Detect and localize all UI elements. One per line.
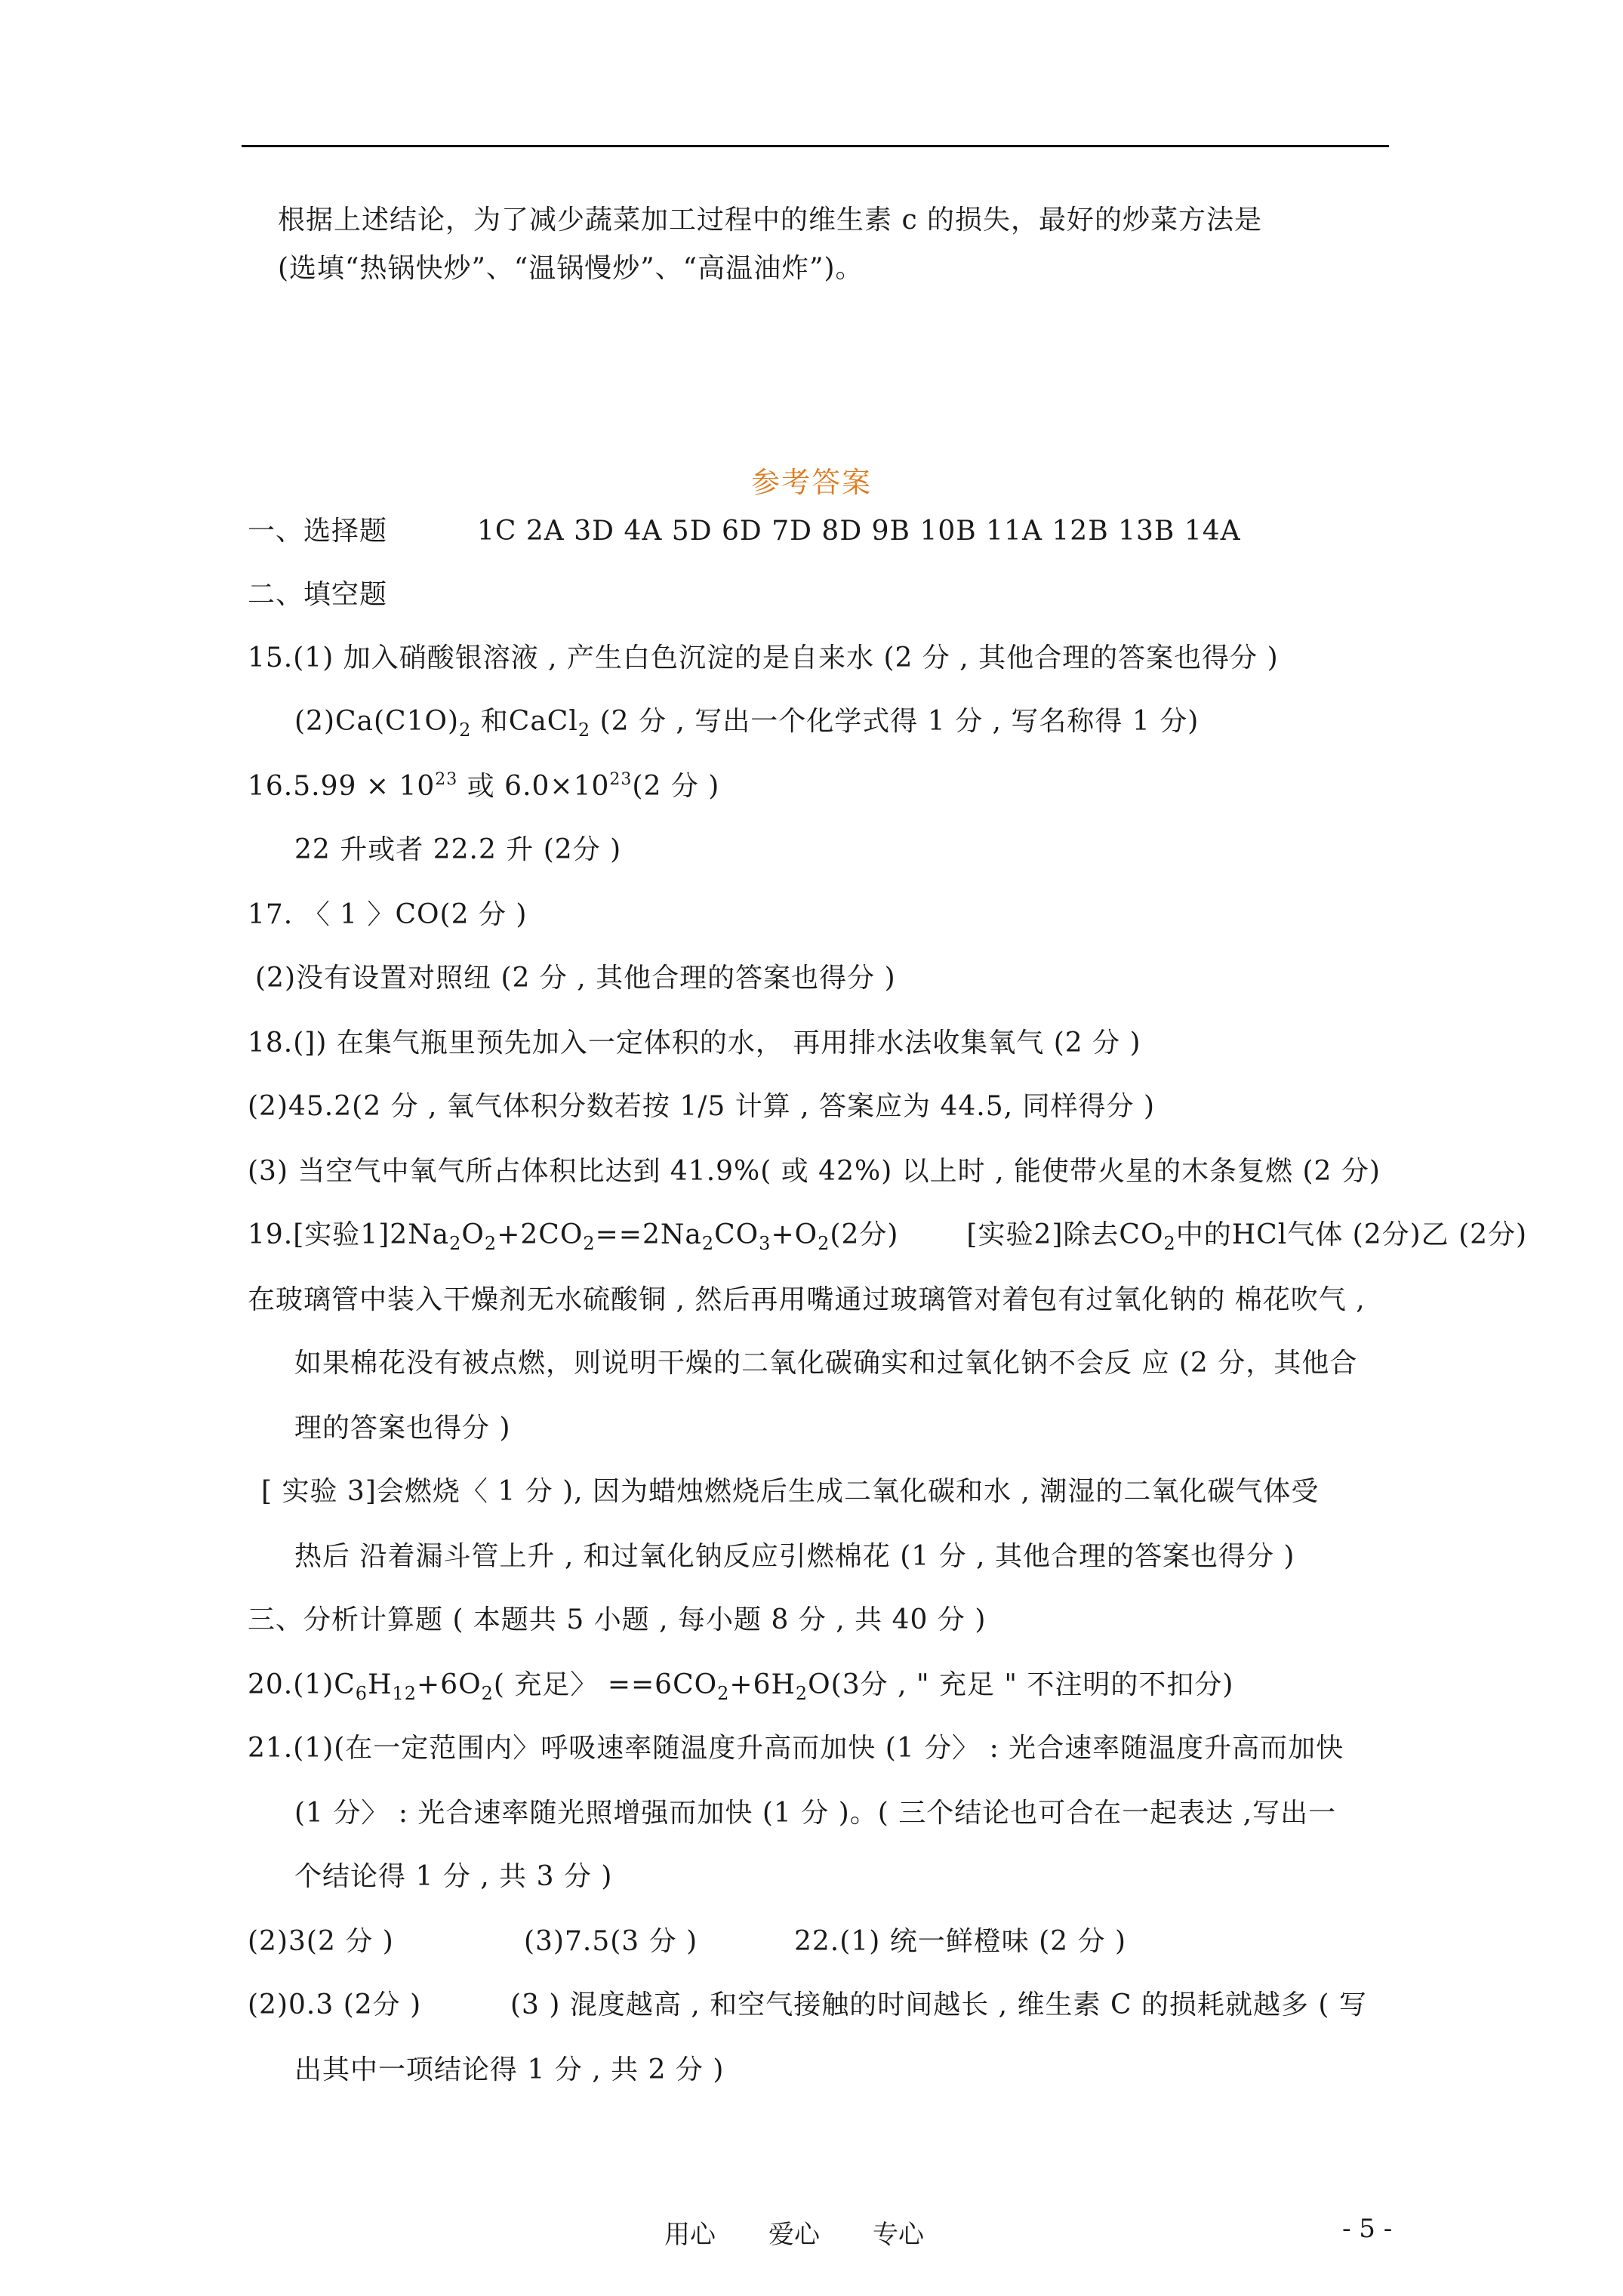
section-3-label: 三、分析计算题 ( 本题共 5 小题 , 每小题 8 分 , 共 40 分 ) [248,1604,987,1635]
q19-line-5: [ 实验 3]会燃烧〈 1 分 ), 因为蜡烛燃烧后生成二氧化碳和水 , 潮湿的二氧化碳气体受 [261,1476,1320,1507]
q19-line-4: 理的答案也得分 ) [294,1413,511,1444]
q19-line-3: 如果棉花没有被点燃，则说明干燥的二氧化碳确实和过氧化钠不会反 应 (2 分，其他合 [294,1348,1358,1379]
q19-line-1: 19.[实验$1]2Na_2O_2+2CO_2==2Na_2CO_3+O_2(2$分) [实验2]除去$CO_2$中的HCl气体 (2分)乙 (2分) [248,1219,1528,1254]
q15-line-1: 15.(1) 加入硝酸银溶液 , 产生白色沉淀的是自来水 (2 分 , 其他合理的答案也得分 ) [248,643,1279,673]
q15-line-2: $(2)Ca(C1O)_2$ 和CaCl$_2$ (2 分 , 写出一个化学式得 1 分 , 写名称得 1 分) [294,706,1200,741]
q19-line-6: 热后 沿着漏斗管上升 , 和过氧化钠反应引燃棉花 (1 分 , 其他合理的答案也得分 ) [294,1541,1295,1572]
intro-line-1: 根据上述结论，为了减少蔬菜加工过程中的维生素 c 的损失，最好的炒菜方法是 [278,205,1263,236]
q22-part-1: 22.(1) 统一鲜橙味 (2 分 ) [794,1926,1127,1957]
q19-line-2: 在玻璃管中装入干燥剂无水硫酸铜 , 然后再用嘴通过玻璃管对着包有过氧化钠的 棉花吹气 , [248,1284,1366,1315]
q18-line-3: (3) 当空气中氧气所占体积比达到 41.9%( 或 42%) 以上时 , 能使带火星的木条复燃 (2 分) [248,1156,1381,1187]
q21-line-3: 个结论得 1 分 , 共 3 分 ) [294,1861,613,1892]
footer-motto-2: 爱心 [768,2220,820,2250]
q21-part-2: (2)3(2 分 ) [248,1926,394,1957]
q17-line-1: 17. 〈 1 〉CO(2 分 ) [248,899,528,930]
q21-line-1: 21.(1)(在一定范围内〉呼吸速率随温度升高而加快 (1 分〉 : 光合速率随温度升高而加快 [248,1733,1344,1764]
q18-line-2: (2)45.2(2 分 , 氧气体积分数若按 1/5 计算 , 答案应为 44.5, 同样得分 ) [248,1091,1156,1122]
q22-part-3: (3 ) 混度越高 , 和空气接触的时间越长 , 维生素 C 的损耗就越多 ( 写 [510,1989,1367,2020]
q16-line-1: $16.5.99 \times 10^{23}$ 或 $6.0\times 10^{23}(2$ 分 ) [248,770,720,802]
section-1-answers: 1C 2A 3D 4A 5D 6D 7D 8D 9B 10B 11A 12B 13B 14A [477,516,1241,547]
q20-line-1: $20.(1)C_6H_{12}+6O_2$( 充足〉 $==6CO_2+6H_2O(3$分 , " 充足 " 不注明的不扣分) [248,1669,1234,1704]
header-rule [242,145,1389,147]
q18-line-1: 18.(]) 在集气瓶里预先加入一定体积的水， 再用排水法收集氧气 (2 分 ) [248,1028,1141,1059]
q21-part-3: (3)7.5(3 分 ) [524,1926,698,1957]
footer-motto-3: 专心 [873,2220,924,2250]
intro-line-2: (选填“热锅快炒”、“温锅慢炒”、“高温油炸”)。 [278,253,864,284]
q16-line-2: 22 升或者 22.2 升 (2分 ) [294,834,622,865]
page-number: - 5 - [1342,2214,1393,2244]
q22-part-2: (2)0.3 (2分 ) [248,1989,422,2020]
answers-title: 参考答案 [750,466,872,499]
footer-motto-1: 用心 [664,2220,716,2250]
footer-motto [664,2214,977,2251]
q17-line-2: (2)没有设置对照纽 (2 分 , 其他合理的答案也得分 ) [255,963,896,994]
section-1-label: 一、选择题 [248,516,388,547]
q22-line-2: 出其中一项结论得 1 分 , 共 2 分 ) [294,2054,725,2085]
section-2-label: 二、填空题 [248,579,388,610]
q21-line-2: (1 分〉 : 光合速率随光照增强而加快 (1 分 )。( 三个结论也可合在一起表达 ,写出一 [294,1798,1337,1829]
